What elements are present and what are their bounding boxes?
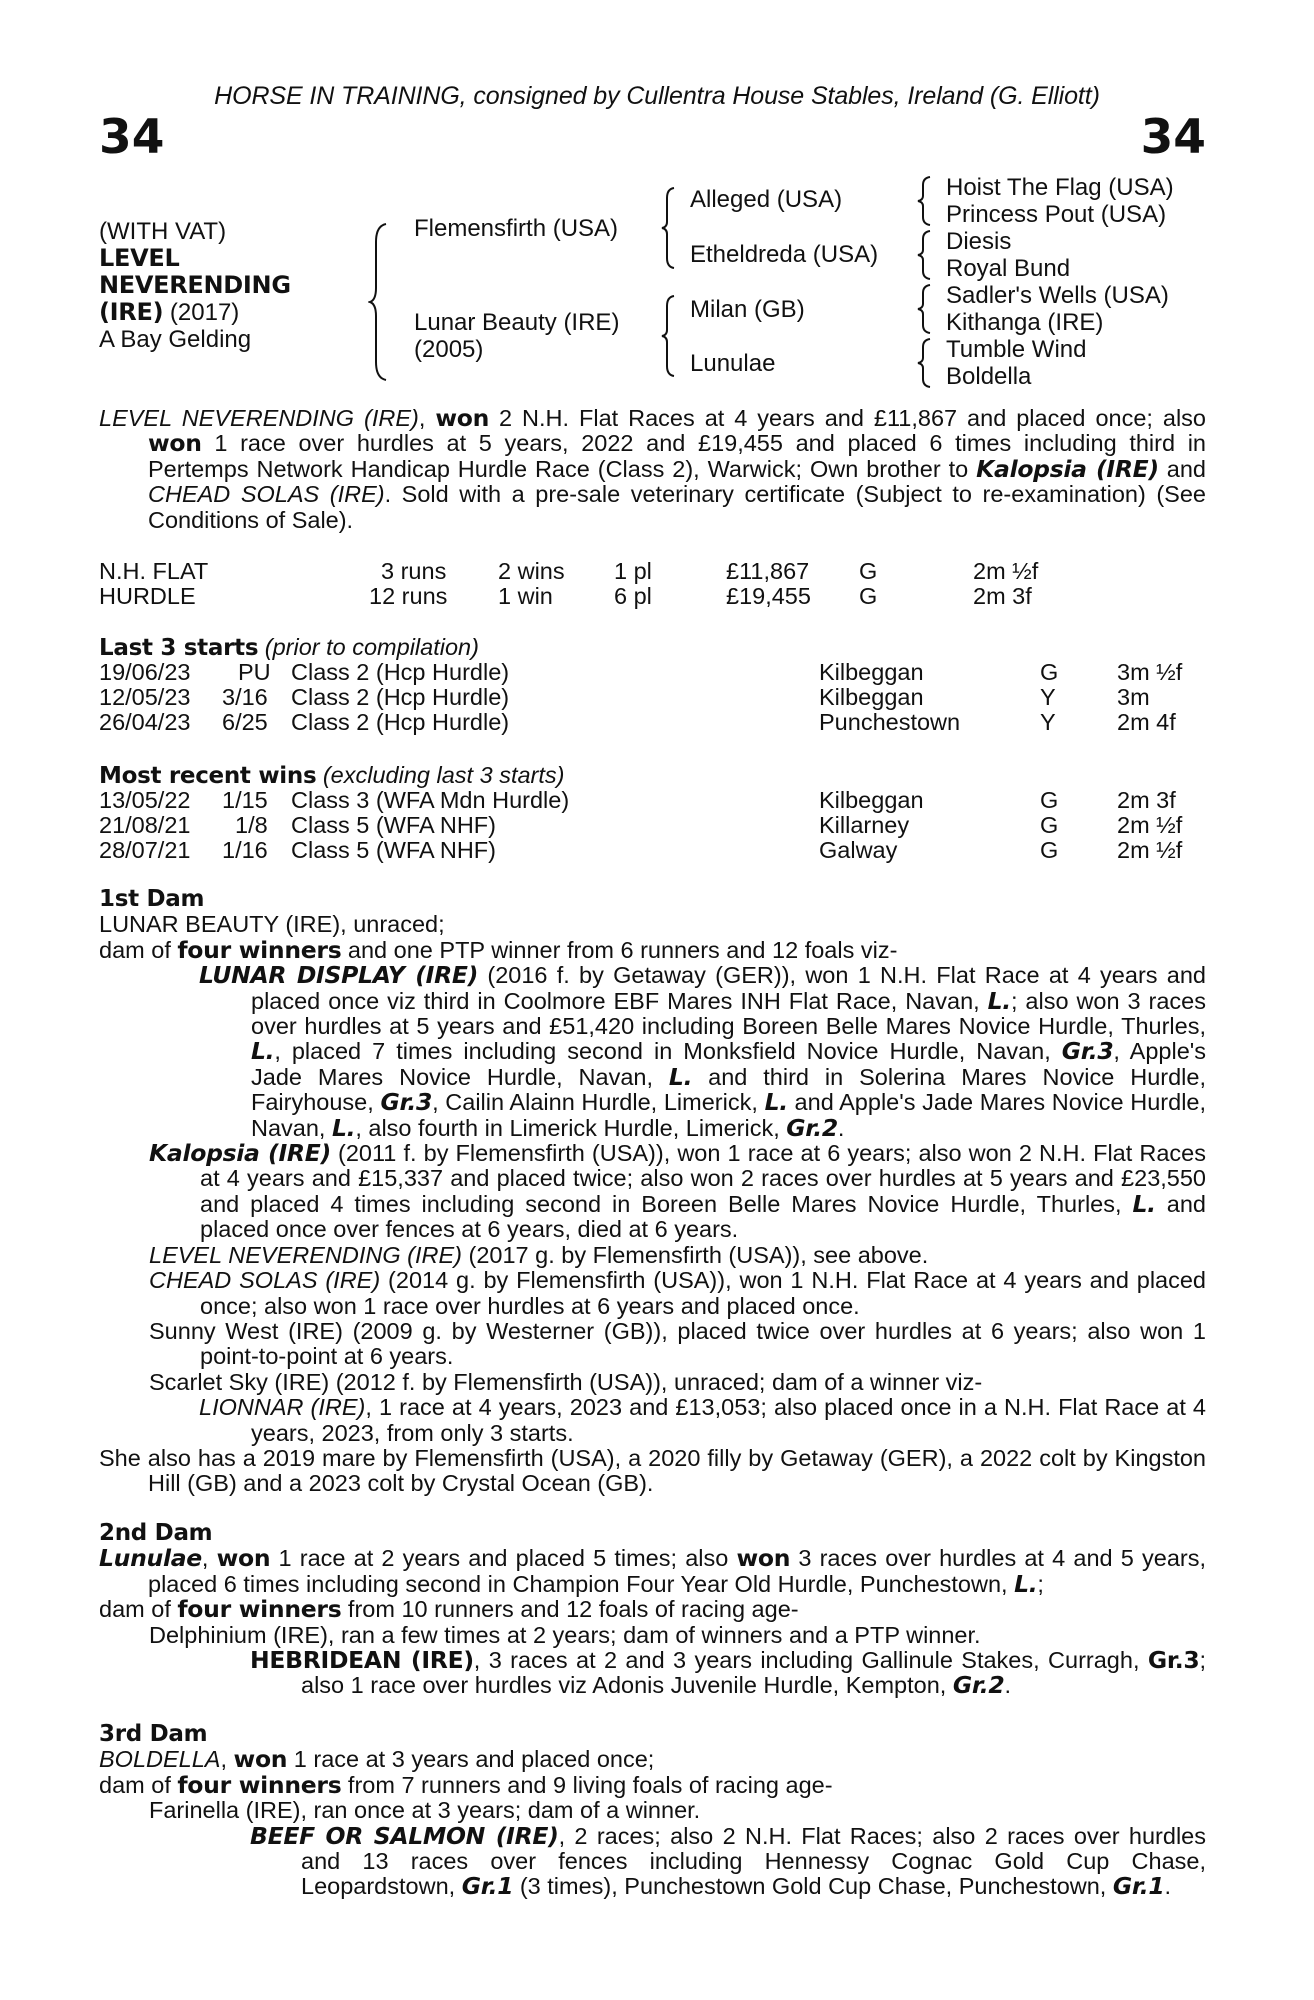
progeny-delphinium: Delphinium (IRE), ran a few times at 2 years; dam of winners and a PTP winner.	[149, 1621, 981, 1648]
start-row: 19/06/23 PU Class 2 (Hcp Hurdle) Kilbeggan G 3m ½f	[99, 659, 1183, 685]
great-grandparent-2: Princess Pout (USA)	[946, 201, 1167, 228]
first-dam-name: LUNAR BEAUTY (IRE), unraced;	[99, 911, 445, 938]
last-starts-heading: Last 3 starts (prior to compilation)	[99, 634, 479, 661]
pedigree-brace-4	[916, 175, 932, 227]
great-grandparent-3: Diesis	[946, 228, 1012, 255]
first-dam-section: 1st Dam LUNAR BEAUTY (IRE), unraced; dam of four winners and one PTP winner from 6 runners and 12 foals viz- LUNAR DISPLAY (IRE) (2016 f. by Getaway (GER)), won 1 N.H. Flat Race at 4 years and placed once viz third in Coolmore EBF Mares INH Flat Race, Navan, L.; also won 3 races over hurdles at 5 years and £51,420 including Boreen Belle Mares Novice Hurdle, Thurles, L., placed 7 times including second in Monksfield Novice Hurdle, Navan, Gr.3, Apple's Jade Mares Novice Hurdle, Navan, L. and third in Solerina Mares Novice Hurdle, Fairyhouse, Gr.3, Cailin Alainn Hurdle, Limerick, L. and Apple's Jade Mares Novice Hurdle, Navan, L., also fourth in Limerick Hurdle, Limerick, Gr.2. Kalopsia (IRE) (2011 f. by Flemensfirth (USA)), won 1 race at 6 years; also won 2 N.H. Flat Races at 4 years and £15,337 and placed twice; also won 2 races over hurdles at 5 years and £23,550 and placed 4 times including second in Boreen Belle Mares Novice Hurdle, Thurles, L. and placed once over fences at 6 years, died at 6 years. LEVEL NEVERENDING (IRE) (2017 g. by Flemensfirth (USA)), see above. CHEAD SOLAS (IRE) (2014 g. by Flemensfirth (USA)), won 1 N.H. Flat Race at 4 years and placed once; also won 1 race over hurdles at 6 years and placed once. Sunny West (IRE) (2009 g. by Westerner (GB)), placed twice over hurdles at 6 years; also won 1 point-to-point at 6 years. Scarlet Sky (IRE) (2012 f. by Flemensfirth (USA)), unraced; dam of a winner viz- LIONNAR (IRE), 1 race at 4 years, 2023 and £13,053; also placed once in a N.H. Flat Race at 4 years, 2023, from only 3 starts. She also has a 2019 mare by Flemensfirth (USA), a 2020 filly by Getaway (GER), a 2022 colt by Kingston Hill (GB) and a 2023 colt by Crystal Ocean (GB).	[99, 886, 1207, 1497]
pedigree-brace-5	[916, 229, 932, 281]
third-dam-section: 3rd Dam BOLDELLA, won 1 race at 3 years and placed once; dam of four winners from 7 runners and 9 living foals of racing age- Farinella (IRE), ran once at 3 years; dam of a winner. BEEF OR SALMON (IRE), 2 races; also 2 N.H. Flat Races; also 2 races over hurdles and 13 races over fences including Hennessy Cognac Gold Cup Chase, Leopardstown, Gr.1 (3 times), Punchestown Gold Cup Chase, Punchestown, Gr.1.	[99, 1721, 1206, 1901]
great-grandparent-5: Sadler's Wells (USA)	[946, 282, 1169, 309]
lot-number-left: 34	[99, 110, 165, 165]
first-dam-heading: 1st Dam	[99, 886, 205, 912]
progeny-level-neverending: LEVEL NEVERENDING (IRE) (2017 g. by Flemensfirth (USA)), see above.	[149, 1241, 929, 1268]
lot-number-right: 34	[1140, 110, 1206, 165]
horse-country: (IRE)	[99, 298, 164, 326]
progeny-hebridean: HEBRIDEAN (IRE), 3 races at 2 and 3 years including Gallinule Stakes, Curragh, Gr.3; also 1 race over hurdles viz Adonis Juvenile Hurdle, Kempton, Gr.2.	[250, 1646, 1206, 1700]
progeny-farinella: Farinella (IRE), ran once at 3 years; dam of a winner.	[149, 1797, 701, 1824]
progeny-lionnar: LIONNAR (IRE), 1 race at 4 years, 2023 and £13,053; also placed once in a N.H. Flat Race at 4 years, 2023, from only 3 starts.	[199, 1394, 1207, 1446]
horse-name-line1: LEVEL	[99, 244, 180, 272]
pedigree-brace-7	[916, 337, 932, 389]
great-grandparent-8: Boldella	[946, 363, 1032, 390]
record-row: N.H. FLAT 3 runs 2 wins 1 pl £11,867 G 2m ½f	[99, 558, 1039, 584]
pedigree-brace-3	[660, 294, 676, 378]
pedigree-brace-1	[368, 222, 390, 382]
grandsire-2: Milan (GB)	[690, 296, 805, 323]
third-dam-heading: 3rd Dam	[99, 1721, 208, 1747]
pedigree-brace-6	[916, 283, 932, 335]
dam-line1: Lunar Beauty (IRE)	[414, 309, 620, 336]
summary-horse-name: LEVEL NEVERENDING (IRE)	[99, 405, 419, 431]
progeny-scarlet-sky: Scarlet Sky (IRE) (2012 f. by Flemensfirth (USA)), unraced; dam of a winner viz-	[149, 1368, 983, 1395]
sire: Flemensfirth (USA)	[414, 215, 619, 242]
great-grandparent-4: Royal Bund	[946, 255, 1071, 282]
horse-description: A Bay Gelding	[99, 326, 252, 353]
horse-origin	[99, 299, 239, 326]
grandsire-1: Alleged (USA)	[690, 186, 843, 213]
start-row: 12/05/23 3/16 Class 2 (Hcp Hurdle) Kilbeggan Y 3m	[99, 684, 1150, 710]
win-row: 28/07/21 1/16 Class 5 (WFA NHF) Galway G 2m ½f	[99, 837, 1183, 863]
second-dam-section: 2nd Dam Lunulae, won 1 race at 2 years and placed 5 times; also won 3 races over hurdles at 4 and 5 years, placed 6 times including second in Champion Four Year Old Hurdle, Punchestown, L.; dam of four winners from 10 runners and 12 foals of racing age- Delphinium (IRE), ran a few times at 2 years; dam of winners and a PTP winner. HEBRIDEAN (IRE), 3 races at 2 and 3 years including Gallinule Stakes, Curragh, Gr.3; also 1 race over hurdles viz Adonis Juvenile Hurdle, Kempton, Gr.2.	[99, 1520, 1207, 1700]
granddam-1: Etheldreda (USA)	[690, 241, 879, 268]
progeny-chead-solas: CHEAD SOLAS (IRE) (2014 g. by Flemensfirth (USA)), won 1 N.H. Flat Race at 4 years and placed once; also won 1 race over hurdles at 6 years and placed once.	[149, 1267, 1206, 1319]
progeny-sunny-west: Sunny West (IRE) (2009 g. by Westerner (GB)), placed twice over hurdles at 6 years; also won 1 point-to-point at 6 years.	[149, 1317, 1206, 1370]
record-row: HURDLE 12 runs 1 win 6 pl £19,455 G 2m 3f	[99, 583, 1032, 609]
vat-label: (WITH VAT)	[99, 218, 227, 245]
great-grandparent-6: Kithanga (IRE)	[946, 309, 1104, 336]
horse-year: (2017)	[163, 299, 240, 326]
start-row: 26/04/23 6/25 Class 2 (Hcp Hurdle) Punchestown Y 2m 4f	[99, 709, 1176, 735]
sibling-chead-solas: CHEAD SOLAS (IRE)	[148, 481, 385, 508]
great-grandparent-7: Tumble Wind	[946, 336, 1087, 363]
win-row: 21/08/21 1/8 Class 5 (WFA NHF) Killarney G 2m ½f	[99, 812, 1183, 838]
progeny-unraced-note: She also has a 2019 mare by Flemensfirth (USA), a 2020 filly by Getaway (GER), a 2022 colt by Kingston Hill (GB) and a 2023 colt by Crystal Ocean (GB).	[99, 1444, 1206, 1497]
sibling-kalopsia: Kalopsia (IRE)	[976, 454, 1159, 483]
second-dam-heading: 2nd Dam	[99, 1520, 213, 1546]
win-row: 13/05/22 1/15 Class 3 (WFA Mdn Hurdle) Kilbeggan G 2m 3f	[99, 787, 1176, 813]
pedigree-brace-2	[660, 186, 676, 270]
progeny-beef-or-salmon: BEEF OR SALMON (IRE), 2 races; also 2 N.H. Flat Races; also 2 races over hurdles and 13 races over fences including Hennessy Cognac Gold Cup Chase, Leopardstown, Gr.1 (3 times), Punchestown Gold Cup Chase, Punchestown, Gr.1.	[250, 1821, 1206, 1901]
dam-line2: (2005)	[414, 336, 484, 363]
great-grandparent-1: Hoist The Flag (USA)	[946, 174, 1174, 201]
progeny-lunar-display: LUNAR DISPLAY (IRE) (2016 f. by Getaway (GER)), won 1 N.H. Flat Race at 4 years and placed once viz third in Coolmore EBF Mares INH Flat Race, Navan, L.; also won 3 races over hurdles at 5 years and £51,420 including Boreen Belle Mares Novice Hurdle, Thurles, L., placed 7 times including second in Monksfield Novice Hurdle, Navan, Gr.3, Apple's Jade Mares Novice Hurdle, Navan, L. and third in Solerina Mares Novice Hurdle, Fairyhouse, Gr.3, Cailin Alainn Hurdle, Limerick, L. and Apple's Jade Mares Novice Hurdle, Navan, L., also fourth in Limerick Hurdle, Limerick, Gr.2.	[199, 961, 1207, 1142]
page-header: HORSE IN TRAINING, consigned by Cullentra House Stables, Ireland (G. Elliott)	[214, 82, 1100, 110]
horse-name-line2: NEVERENDING	[99, 271, 291, 299]
second-dam-record: Lunulae, won 1 race at 2 years and placed 5 times; also won 3 races over hurdles at 4 and 5 years, placed 6 times including second in Champion Four Year Old Hurdle, Punchestown, L.;	[99, 1544, 1207, 1598]
recent-wins-heading: Most recent wins (excluding last 3 starts)	[99, 762, 565, 789]
granddam-2: Lunulae	[690, 350, 776, 377]
progeny-kalopsia: Kalopsia (IRE) (2011 f. by Flemensfirth (USA)), won 1 race at 6 years; also won 2 N.H. Flat Races at 4 years and £15,337 and placed twice; also won 2 races over hurdles at 5 years and £23,550 and placed 4 times including second in Boreen Belle Mares Novice Hurdle, Thurles, L. and placed once over fences at 6 years, died at 6 years.	[149, 1139, 1206, 1243]
third-dam-record: BOLDELLA, won 1 race at 3 years and placed once;	[99, 1745, 655, 1774]
race-summary: LEVEL NEVERENDING (IRE), won 2 N.H. Flat Races at 4 years and £11,867 and placed once; also won 1 race over hurdles at 5 years, 2022 and £19,455 and placed 6 times including third in Pertemps Network Handicap Hurdle Race (Class 2), Warwick; Own brother to Kalopsia (IRE) and CHEAD SOLAS (IRE). Sold with a pre-sale veterinary certificate (Subject to re-examination) (See Conditions of Sale).	[99, 404, 1207, 533]
